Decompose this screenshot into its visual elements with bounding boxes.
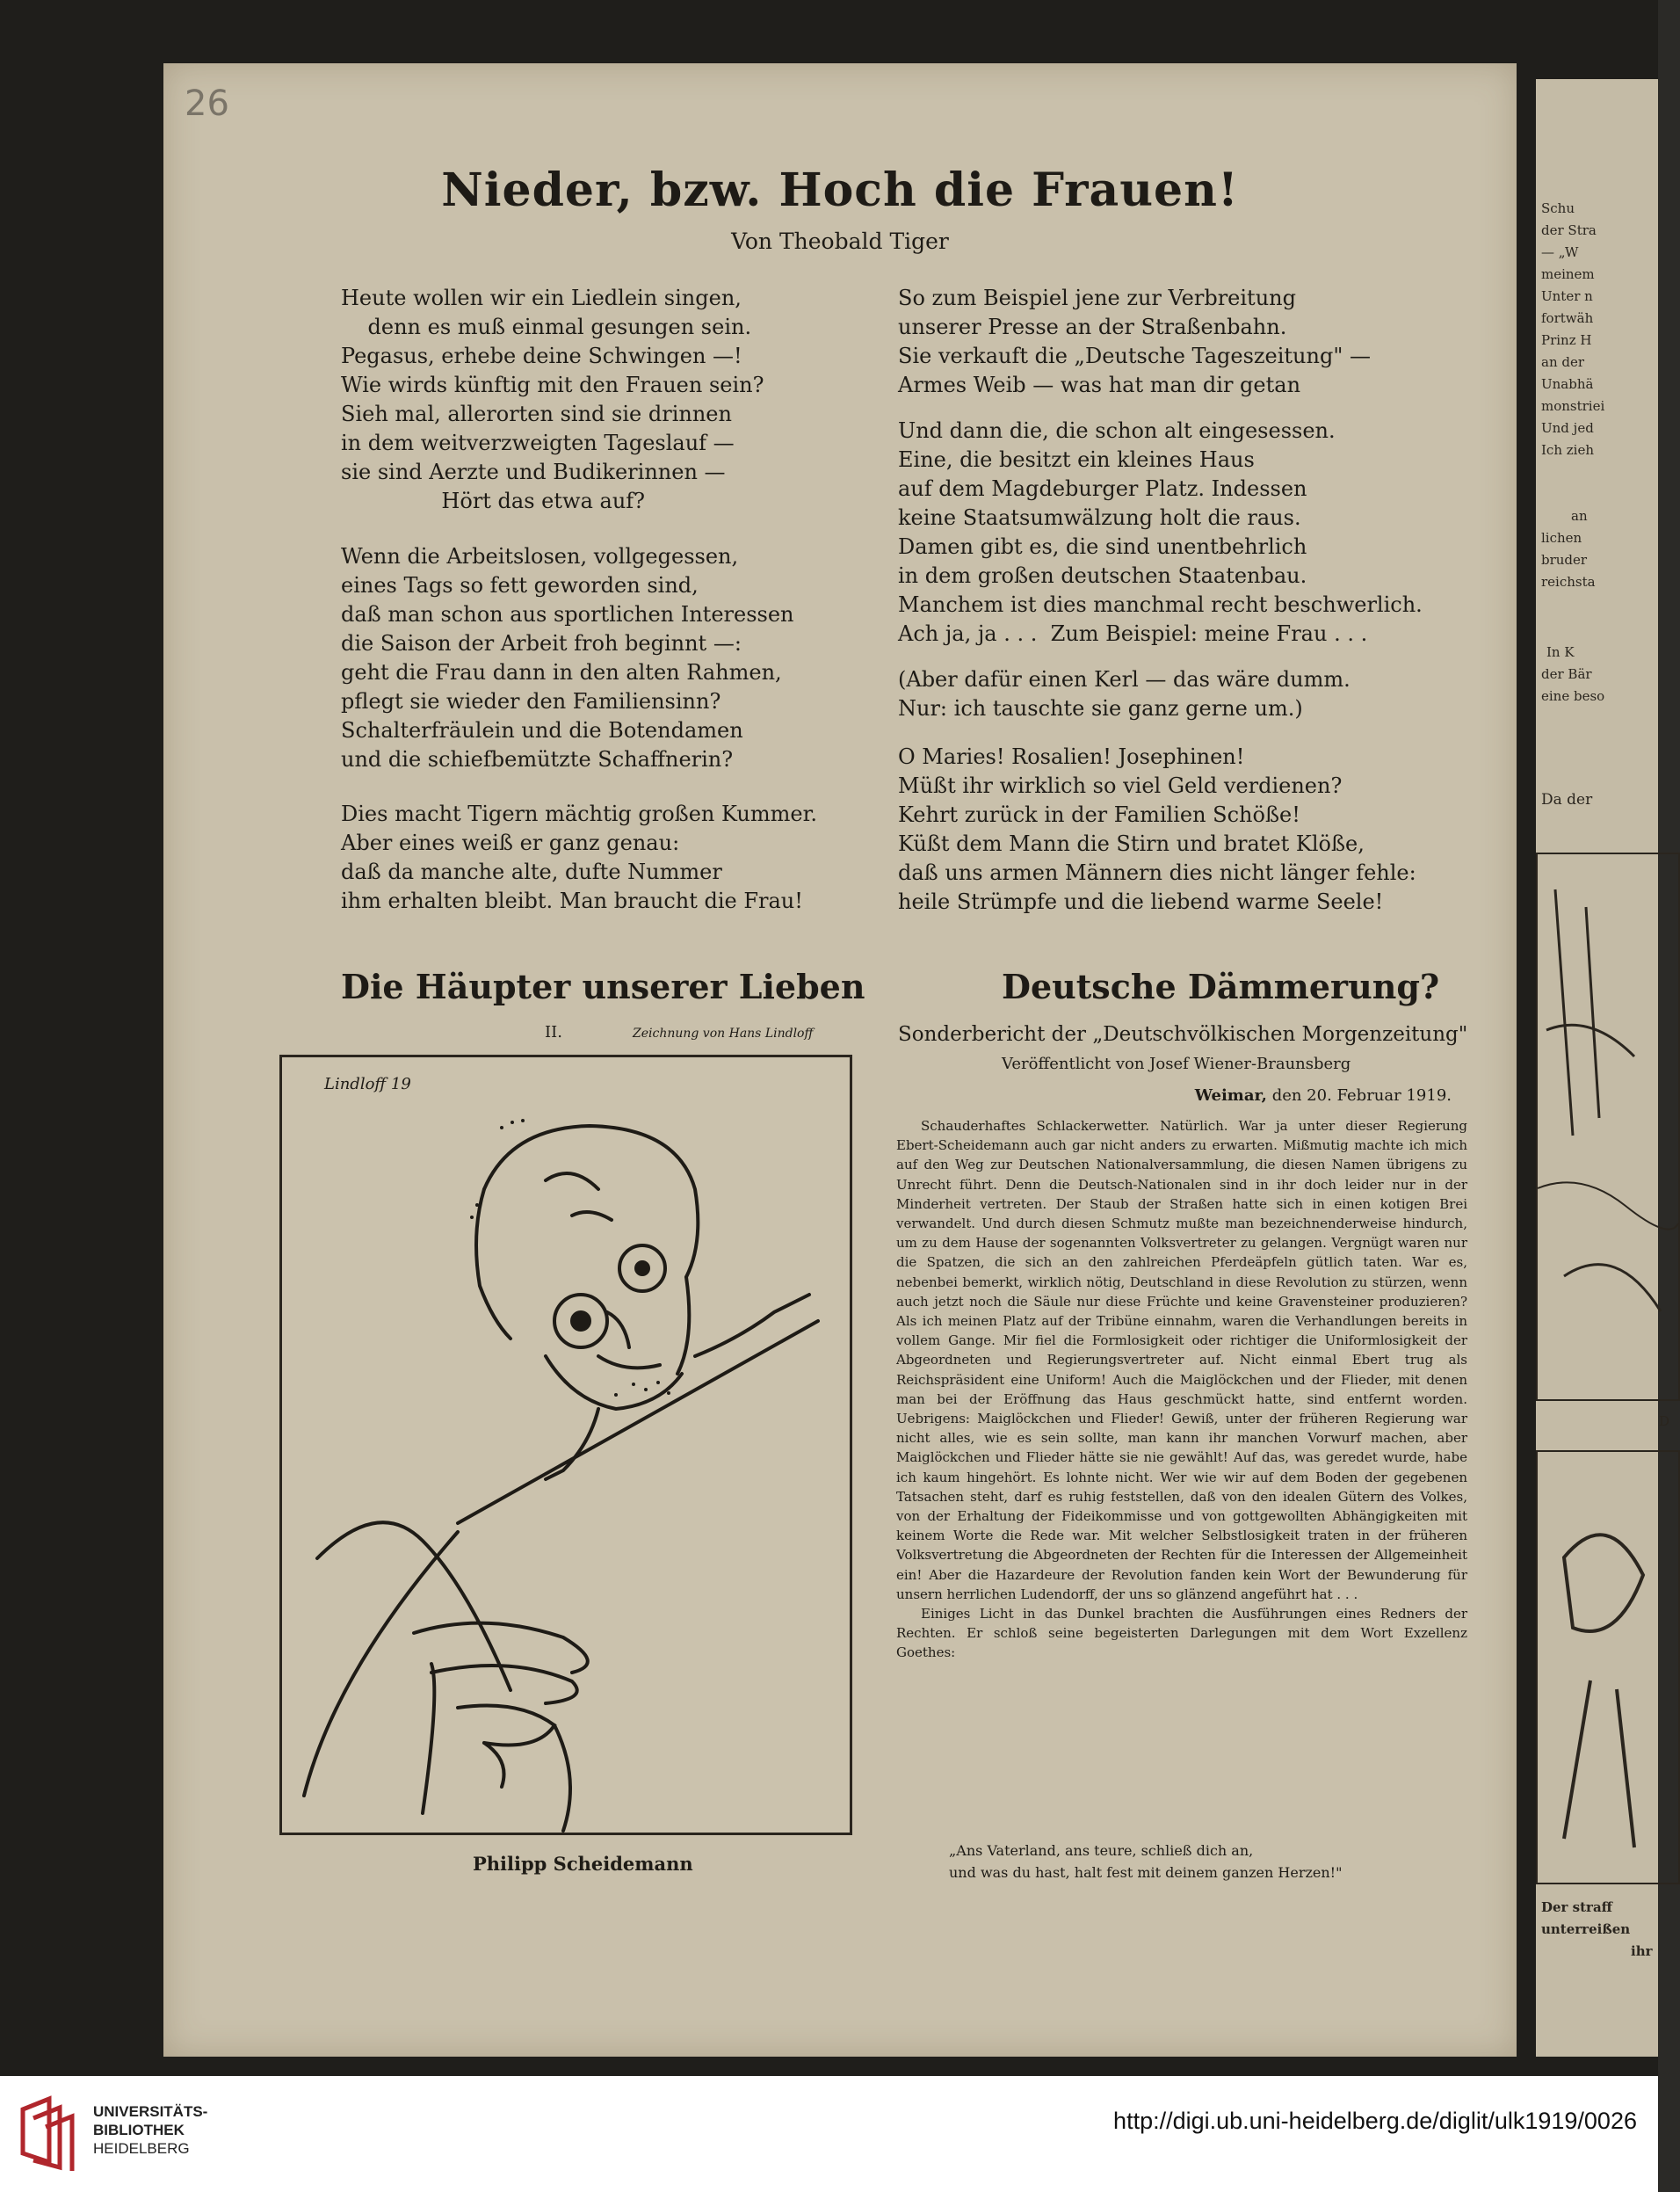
feature-heading: Die Häupter unserer Lieben (341, 967, 865, 1006)
neighbor-page-strip (1536, 79, 1670, 2057)
neighbor-line: an der (1541, 354, 1585, 370)
neighbor-line: D (1659, 1413, 1670, 1429)
neighbor-line: Unter n (1541, 288, 1593, 304)
poem-stanza: Heute wollen wir ein Liedlein singen, denn es muß einmal gesungen sein. Pegasus, erhebe deine Schwingen —! Wie wirds künftig mit den Frauen sein? Sieh mal, allerorten sind sie drinnen in dem weitverzweigten Tageslauf — sie sind Aerzte und Budikerinnen — Hört das etwa auf? (341, 286, 764, 513)
neighbor-line: an (1571, 508, 1588, 524)
library-line: UNIVERSITÄTS- (93, 2103, 208, 2120)
neighbor-line: Da der (1541, 791, 1593, 809)
poem-stanza: O Maries! Rosalien! Josephinen! Müßt ihr wirklich so viel Geld verdienen? Kehrt zurück in der Familien Schöße! Küßt dem Mann die Stirn und bratet Klöße, daß uns armen Männern dies nicht länger fehle: heile Strümpfe und die liebend warme Seele! (898, 744, 1416, 914)
neighbor-line: eine beso (1541, 688, 1605, 704)
library-line: BIBLIOTHEK (93, 2122, 185, 2138)
neighbor-line: der Bär (1541, 666, 1592, 682)
article-paragraph: Schauderhaftes Schlackerwetter. Natürlich. War ja unter dieser Regierung Ebert-Scheidemann auch gar nicht anders zu erwarten. Mißmutig machte ich mich auf den Weg zur Deutschen Nationalversammlung, die diesen Namen übrigens zu Unrecht führt. Denn die Deutsch-Nationalen sind in ihr doch leider nur in der Minderheit vertreten. Der Staub der Straßen hatte sich in einen kotigen Brei verwandelt. Und durch diesen Schmutz mußte man bezeichnenderweise hindurch, um zu dem Hause der sogenannten Volksvertreter zu gelangen. Vergnügt waren nur die Spatzen, die sich an den zahlreichen Pferdeäpfeln gütlich taten. War es, nebenbei bemerkt, wirklich nötig, Deutschland in diese Revolution zu stürzen, wenn auch jetzt noch die Säule nur diese Früchte und keine Gravensteiner produzieren? Als ich meinen Platz auf der Tribüne einnahm, waren die Verhandlungen bereits in vollem Gange. Mir fiel die Formlosigkeit oder richtiger die Uniformlosigkeit der Abgeordneten und Regierungsvertreter auf. Nicht einmal Ebert trug als Reichspräsident eine Uniform! Auch die Maiglöckchen und der Flieder, mit denen man bei der Eröffnung das Haus geschmückt hatte, sind entfernt worden. Uebrigens: Maiglöckchen und Flieder! Gewiß, unter der früheren Regierung war nicht alles, wie es sein sollte, man kann ihr manchen Vorwurf machen, aber Maiglöckchen und Flieder hätte sie nie gewählt! Auf das, was geredet wurde, habe ich kaum hingehört. Es lohnte nicht. Wer wie wir auf dem Boden der gegebenen Tatsachen steht, darf es ruhig feststellen, daß von den idealen Gütern des Volkes, von der Erhaltung der Fideikommisse und von gottgewollten Abhängigkeiten mit keinem Worte die Rede war. Mit welcher Selbstlosigkeit traten in der früheren Volksvertretung die Abgeordneten der Rechten für die Interessen der Allgemeinheit ein! Aber die Hazardeure der Revolution fanden kein Wort der Bewunderung für unsern herrlichen Ludendorff, der uns so glänzend angeführt hat . . . (896, 1118, 1467, 1602)
neighbor-line: reichsta (1541, 574, 1596, 590)
neighbor-line: Prinz H (1541, 332, 1592, 348)
scheidemann-caricature (279, 1055, 852, 1835)
neighbor-illustration (1536, 853, 1680, 1401)
neighbor-line: bruder (1541, 552, 1588, 568)
article-subheading: Sonderbericht der „Deutschvölkischen Morgenzeitung" (898, 1023, 1468, 1046)
neighbor-line: In K (1546, 644, 1575, 660)
neighbor-line: Der straff (1541, 1899, 1612, 1915)
poem-stanza: Dies macht Tigern mächtig großen Kummer. Aber eines weiß er ganz genau: daß da manche alte, dufte Nummer ihm erhalten bleibt. Man braucht die Frau! (341, 802, 818, 913)
article-heading: Deutsche Dämmerung? (1002, 967, 1440, 1006)
article-body (896, 1116, 1467, 1663)
sketch-drawing (1538, 854, 1678, 1399)
library-name (93, 2102, 207, 2158)
neighbor-line: lichen (1541, 530, 1582, 546)
neighbor-line: Ich zieh (1541, 442, 1594, 458)
neighbor-line: ihr (1631, 1943, 1653, 1959)
dateline-place: Weimar, (1194, 1086, 1267, 1105)
drawing-caption: Philipp Scheidemann (473, 1853, 693, 1875)
poem-stanza: (Aber dafür einen Kerl — das wäre dumm. Nur: ich tauschte sie ganz gerne um.) (898, 667, 1351, 721)
poem-byline: Von Theobald Tiger (731, 229, 949, 254)
dateline-date: den 20. Februar 1919. (1271, 1086, 1452, 1105)
sketch-drawing (1538, 1452, 1678, 1883)
feature-number: II. (545, 1023, 562, 1042)
poem-title: Nieder, bzw. Hoch die Frauen! (441, 163, 1239, 217)
caricature-drawing (282, 1057, 850, 1833)
poem-stanza: Wenn die Arbeitslosen, vollgegessen, eines Tags so fett geworden sind, daß man schon aus sportlichen Interessen die Saison der Arbeit froh beginnt —: geht die Frau dann in den alten Rahmen, pflegt sie wieder den Familiensinn? Schalterfräulein und die Botendamen und die schiefbemützte Schaffnerin? (341, 544, 794, 772)
artist-signature: Lindloff 19 (324, 1075, 411, 1093)
neighbor-line: fortwäh (1541, 310, 1594, 326)
article-paragraph: Einiges Licht in das Dunkel brachten die Ausführungen eines Redners der Rechten. Er schloß seine begeisterten Darlegungen mit dem Wort Exzellenz Goethes: (896, 1606, 1467, 1661)
article-quote: „Ans Vaterland, ans teure, schließ dich an, und was du hast, halt fest mit deinem ganzen Herzen!" (949, 1842, 1343, 1881)
neighbor-line: Und jed (1541, 420, 1594, 436)
neighbor-line: der Stra (1541, 222, 1597, 238)
neighbor-illustration-2 (1536, 1450, 1680, 1884)
neighbor-line: meinem (1541, 266, 1595, 282)
neighbor-line: monstriei (1541, 398, 1605, 414)
poem-stanza: So zum Beispiel jene zur Verbreitung unserer Presse an der Straßenbahn. Sie verkauft die „Deutsche Tageszeitung" — Armes Weib — was hat man dir getan (898, 286, 1371, 397)
library-line: HEIDELBERG (93, 2140, 190, 2157)
neighbor-line: — „W (1541, 244, 1579, 260)
neighbor-line: Unabhä (1541, 376, 1594, 392)
neighbor-line: unterreißen (1541, 1921, 1631, 1937)
source-url-link[interactable]: http://digi.ub.uni-heidelberg.de/diglit/ulk1919/0026 (1113, 2108, 1637, 2134)
library-logo-icon (16, 2092, 86, 2171)
page-number: 26 (185, 83, 229, 124)
article-author: Veröffentlicht von Josef Wiener-Braunsberg (1002, 1055, 1351, 1073)
poem-stanza: Und dann die, die schon alt eingesessen. Eine, die besitzt ein kleines Haus auf dem Magdeburger Platz. Indessen keine Staatsumwälzung holt die raus. Damen gibt es, die sind unentbehrlich in dem großen deutschen Staatenbau. Manchem ist dies manchmal recht beschwerlich. Ach ja, ja . . . Zum Beispiel: meine Frau . . . (898, 418, 1423, 646)
neighbor-line: Schu (1541, 200, 1575, 216)
drawing-credit: Zeichnung von Hans Lindloff (633, 1027, 814, 1041)
article-dateline (896, 1086, 1452, 1105)
